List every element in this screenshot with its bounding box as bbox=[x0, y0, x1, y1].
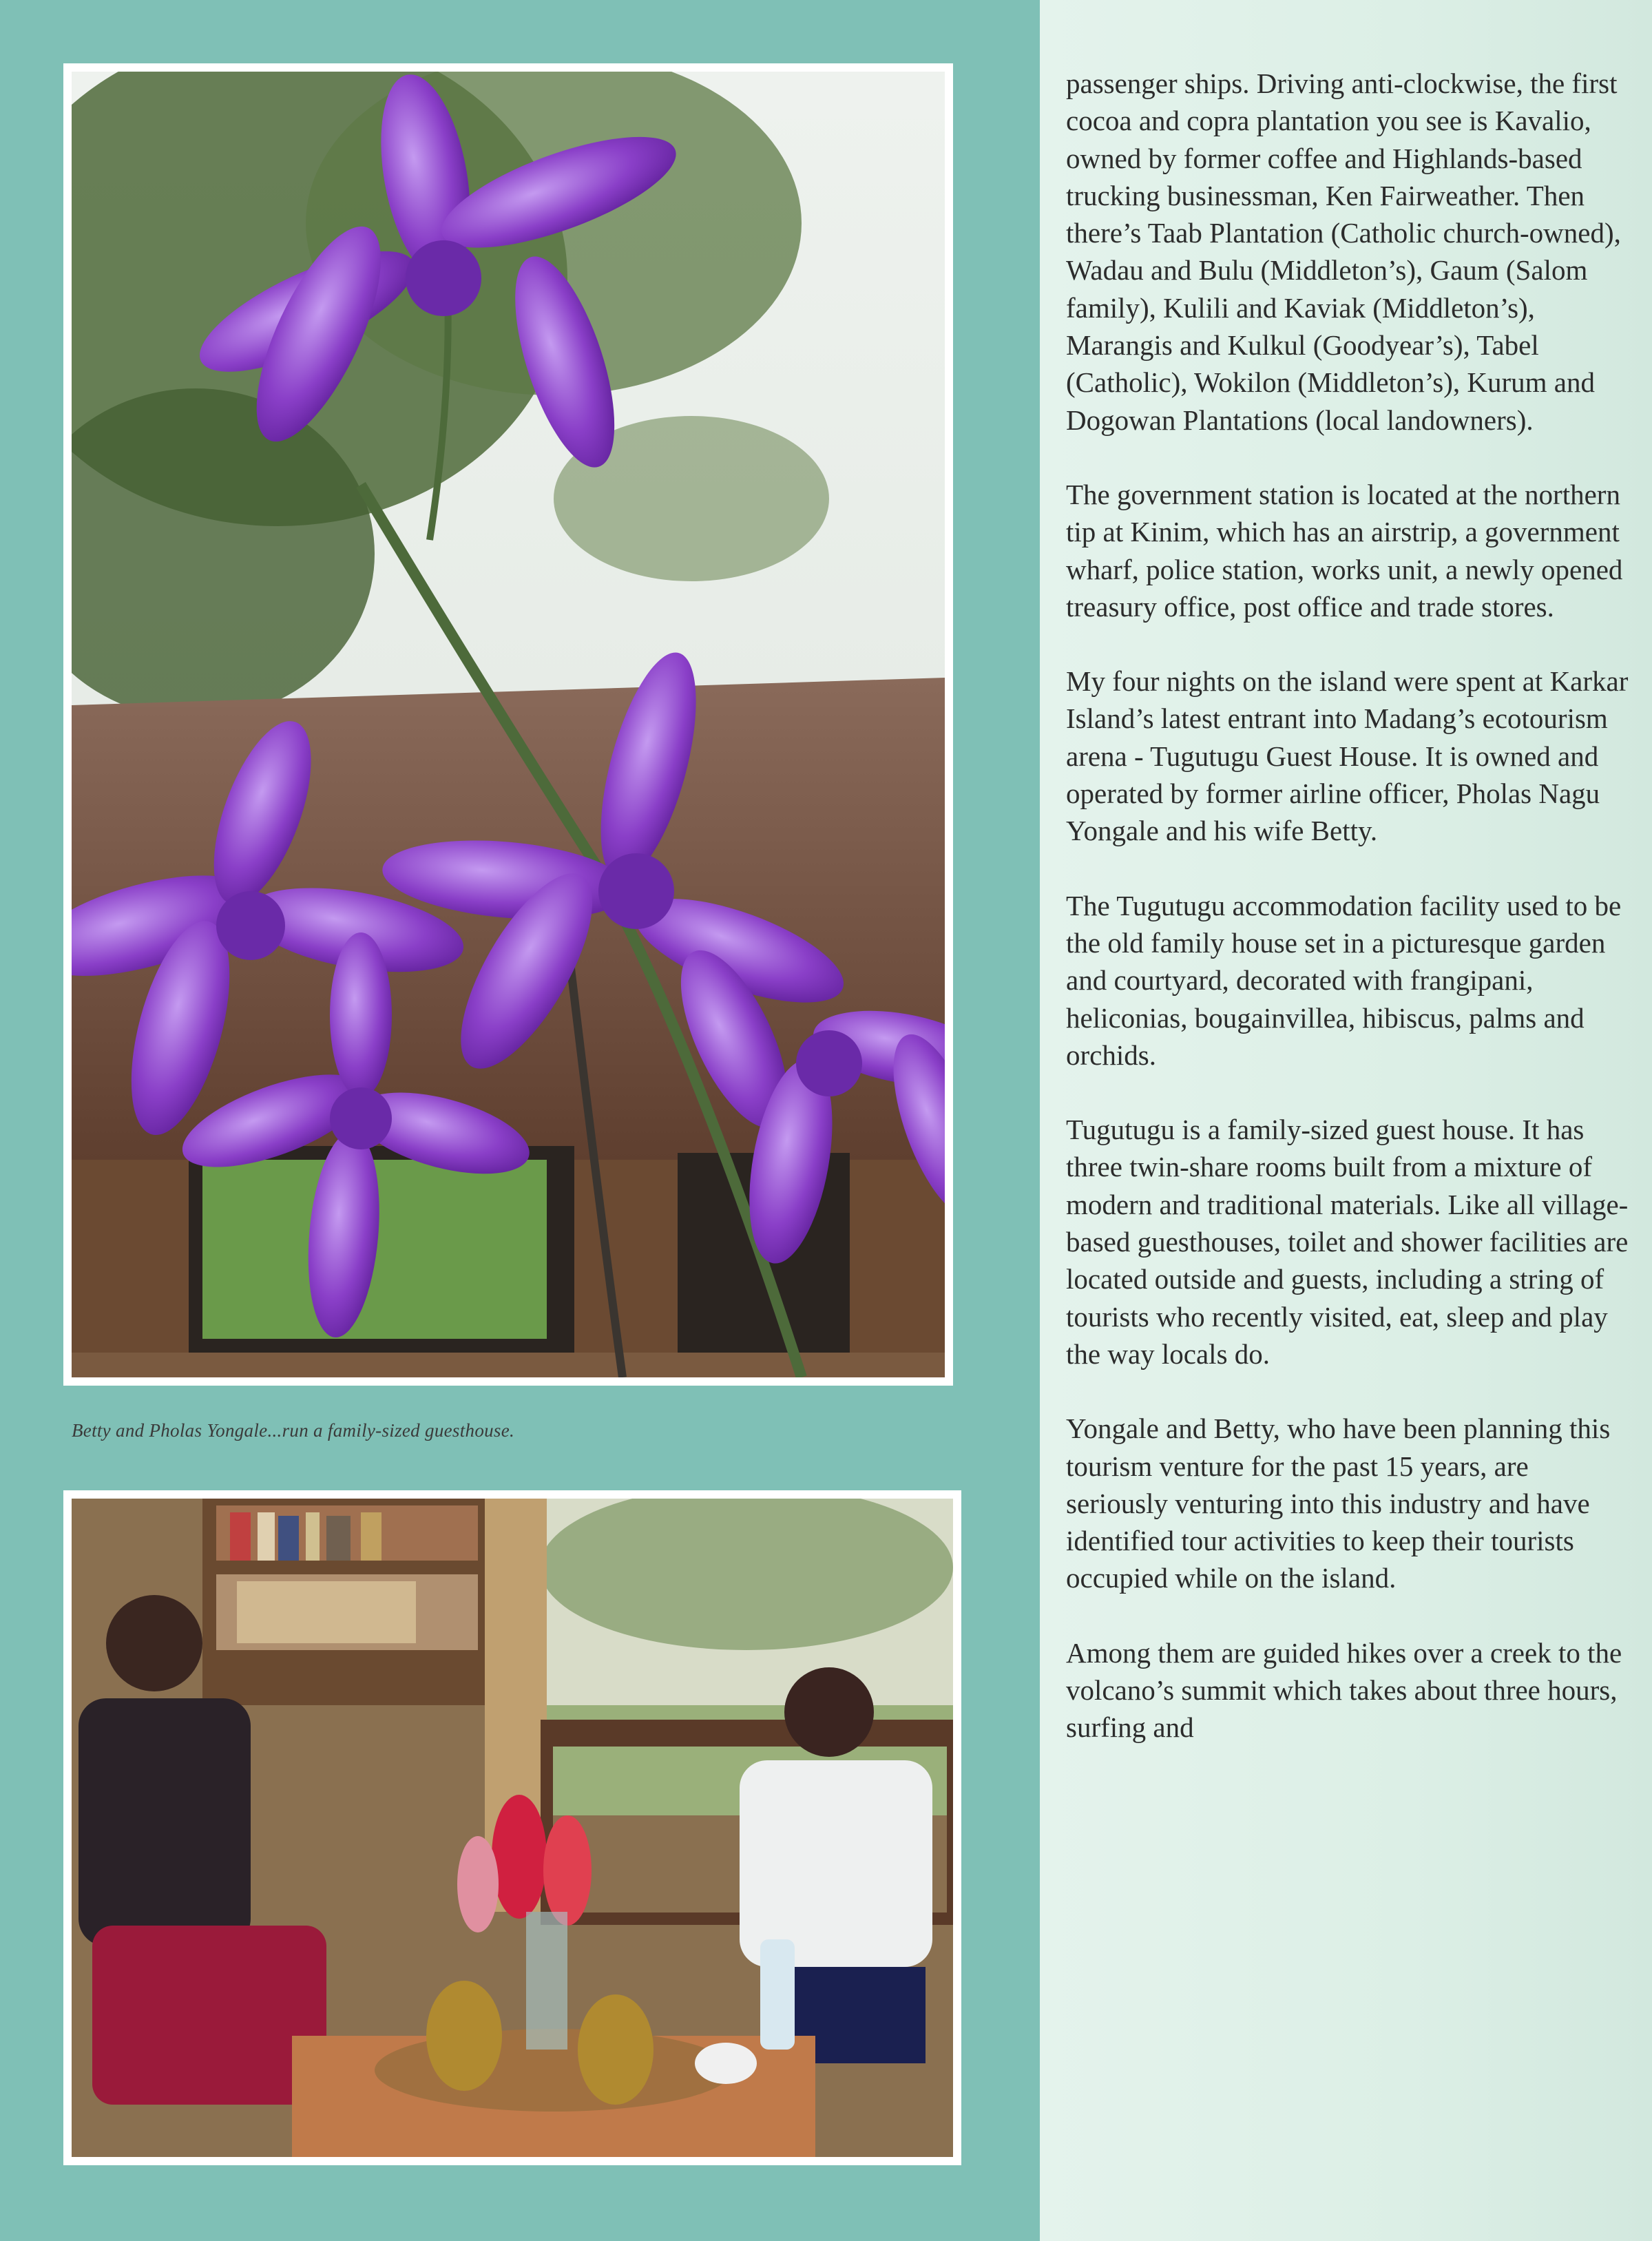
guesthouse-owners-photo-image bbox=[72, 1499, 953, 2157]
article-body bbox=[1066, 65, 1631, 1784]
article-paragraph: Yongale and Betty, who have been planning this tourism venture for the past 15 years, are seriously venturing into this industry and have identified tour activities to keep their tourists occupied while on the island. bbox=[1066, 1413, 1611, 1594]
article-paragraph: Tugutugu is a family-sized guest house. It has three twin-share rooms built from a mixture of modern and traditional materials. Like all village-based guesthouses, toilet and shower facilities are located outside and guests, including a string of tourists who recently visited, eat, sleep and play the way locals do. bbox=[1066, 1114, 1629, 1370]
orchid-photo-image bbox=[72, 72, 945, 1377]
guesthouse-owners-photo bbox=[63, 1490, 961, 2165]
article-paragraph: The Tugutugu accommodation facility used to be the old family house set in a picturesque garden and courtyard, decorated with frangipani, heliconias, bougainvillea, hibiscus, palms and orchids. bbox=[1066, 889, 1622, 1071]
orchid-photo bbox=[63, 63, 953, 1386]
article-paragraph: My four nights on the island were spent at Karkar Island’s latest entrant into Madang’s ecotourism arena - Tugutugu Guest House. It is owned and operated by former airline officer, Pholas Nagu Yongale and his wife Betty. bbox=[1066, 665, 1629, 847]
article-paragraph: The government station is located at the northern tip at Kinim, which has an airstrip, a government wharf, police station, works unit, a newly opened treasury office, post office and trade stores. bbox=[1066, 478, 1623, 623]
article-paragraph: passenger ships. Driving anti-clockwise, the first cocoa and copra plantation you see is Kavalio, owned by former coffee and Highlands-based trucking businessman, Ken Fairweather. Then there’s Taab Plantation (Catholic church-owned), Wadau and Bulu (Middleton’s), Gaum (Salom family), Kulili and Kaviak (Middleton’s), Marangis and Kulkul (Goodyear’s), Tabel (Catholic), Wokilon (Middleton’s), Kurum and Dogowan Plantations (local landowners). bbox=[1066, 67, 1621, 436]
photo-caption: Betty and Pholas Yongale...run a family-sized guesthouse. bbox=[72, 1420, 515, 1441]
article-paragraph: Among them are guided hikes over a creek to the volcano’s summit which takes about three hours, surfing and bbox=[1066, 1636, 1622, 1744]
